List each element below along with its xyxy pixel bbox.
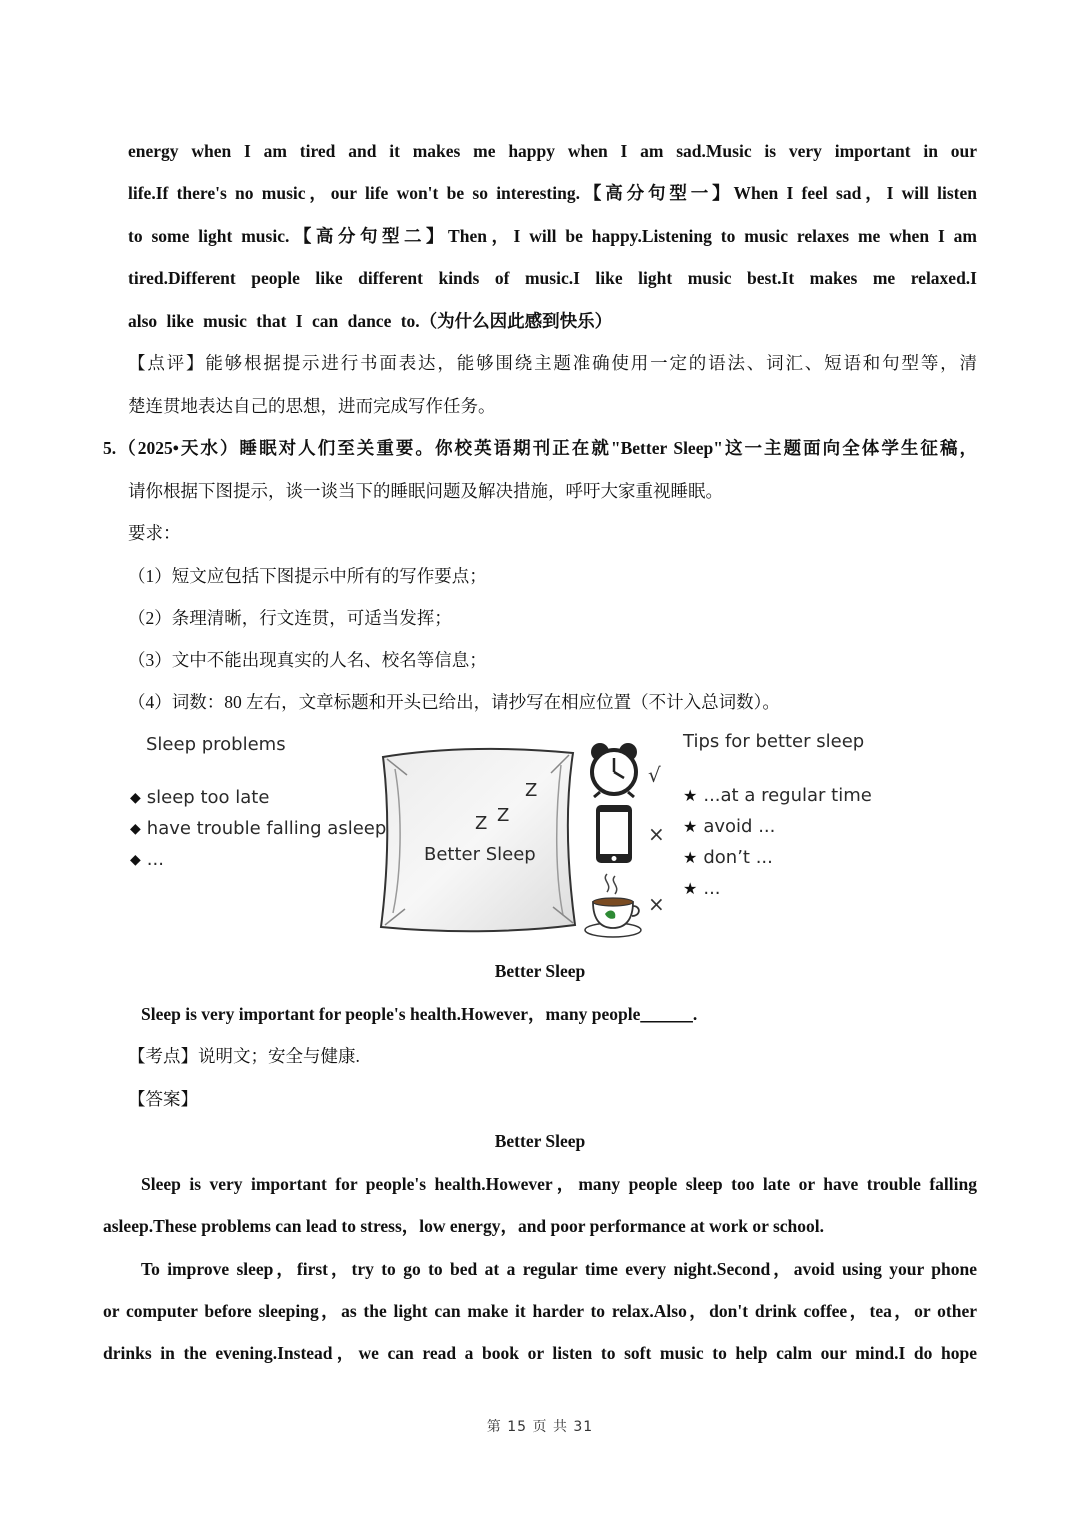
tips-title: Tips for better sleep [683,731,865,752]
page-number: 第 15 页 共 31 [486,1419,594,1435]
alarm-clock-icon [586,740,642,798]
diamond-bullet-icon: ◆ [130,851,141,868]
answer-p1-line-2: asleep.These problems can lead to stress，low energy，and poor performance at work or school. [103,1216,825,1236]
star-bullet-icon: ★ [683,786,698,805]
pillow-icon [373,745,583,935]
answer-p2-line-3: drinks in the evening.Instead，we can read a book or listen to soft music to help calm our mind.I do hope [103,1343,977,1363]
zzz-small-left: Z [475,813,488,834]
requirement-3: （3）文中不能出现真实的人名、校名等信息； [128,650,487,670]
answer-title: Better Sleep [494,1131,586,1151]
requirement-4: （4）词数：80 左右，文章标题和开头已给出，请抄写在相应位置（不计入总词数）。 [128,692,780,712]
prev-answer-line-1: energy when I am tired and it makes me happy when I am sad.Music is very important in our [128,141,977,161]
coffee-cup-icon [583,870,645,940]
check-mark-icon: √ [648,763,661,787]
prompt-opening: Sleep is very important for people's health.However，many people______. [141,1004,698,1024]
question-line-1: 5.（2025•天水）睡眠对人们至关重要。你校英语期刊正在就"Better Sleep"这一主题面向全体学生征稿， [103,438,977,458]
question-line-2: 请你根据下图提示，谈一谈当下的睡眠问题及解决措施，呼吁大家重视睡眠。 [128,481,723,501]
prev-answer-line-4: tired.Different people like different kinds of music.I like light music best.It makes me relaxed.I [128,268,977,288]
requirements-label: 要求： [128,523,181,543]
tip-item: ★ ... [683,878,721,899]
zzz-large: Z [525,780,538,801]
cross-mark-icon: × [648,892,665,916]
requirement-2: （2）条理清晰，行文连贯，可适当发挥； [128,608,452,628]
answer-p1-line-1: Sleep is very important for people's health.However，many people sleep too late or have trouble falling [141,1174,977,1194]
cross-mark-icon: × [648,822,665,846]
diamond-bullet-icon: ◆ [130,789,141,806]
comment-line-2: 楚连贯地表达自己的思想，进而完成写作任务。 [128,396,496,416]
requirement-1: （1）短文应包括下图提示中所有的写作要点； [128,566,487,586]
diamond-bullet-icon: ◆ [130,820,141,837]
comment-line-1: 【点评】能够根据提示进行书面表达，能够围绕主题准确使用一定的语法、词汇、短语和句型等，清 [128,353,977,373]
sleep-problems-title: Sleep problems [146,734,286,755]
sleep-problem-item: ◆ sleep too late [130,787,270,808]
sleep-problem-item: ◆ have trouble falling asleep [130,818,387,839]
answer-label: 【答案】 [128,1089,198,1109]
kaodian: 【考点】说明文；安全与健康. [128,1046,360,1066]
tip-item: ★ don’t ... [683,847,773,868]
tip-item: ★ ...at a regular time [683,785,872,806]
phone-icon [594,803,634,865]
star-bullet-icon: ★ [683,817,698,836]
prompt-title: Better Sleep [494,961,586,981]
answer-p2-line-2: or computer before sleeping，as the light can make it harder to relax.Also，don't drink coffee，tea，or other [103,1301,977,1321]
sleep-problem-item: ◆ ... [130,849,164,870]
star-bullet-icon: ★ [683,848,698,867]
prev-answer-line-2: life.If there's no music，our life won't be so interesting.【高分句型一】When I feel sad，I will listen [128,183,977,203]
prev-answer-line-3: to some light music.【高分句型二】Then，I will be happy.Listening to music relaxes me when I am [128,226,977,246]
prev-answer-line-5: also like music that I can dance to.（为什么因此感到快乐） [128,311,613,331]
pillow-label: Better Sleep [424,844,536,865]
answer-p2-line-1: To improve sleep，first，try to go to bed at a regular time every night.Second，avoid using your phone [141,1259,977,1279]
prompt-blank: ______ [640,1004,693,1024]
star-bullet-icon: ★ [683,879,698,898]
tip-item: ★ avoid ... [683,816,776,837]
sleep-tips-figure [128,725,873,945]
zzz-small-right: Z [497,805,510,826]
